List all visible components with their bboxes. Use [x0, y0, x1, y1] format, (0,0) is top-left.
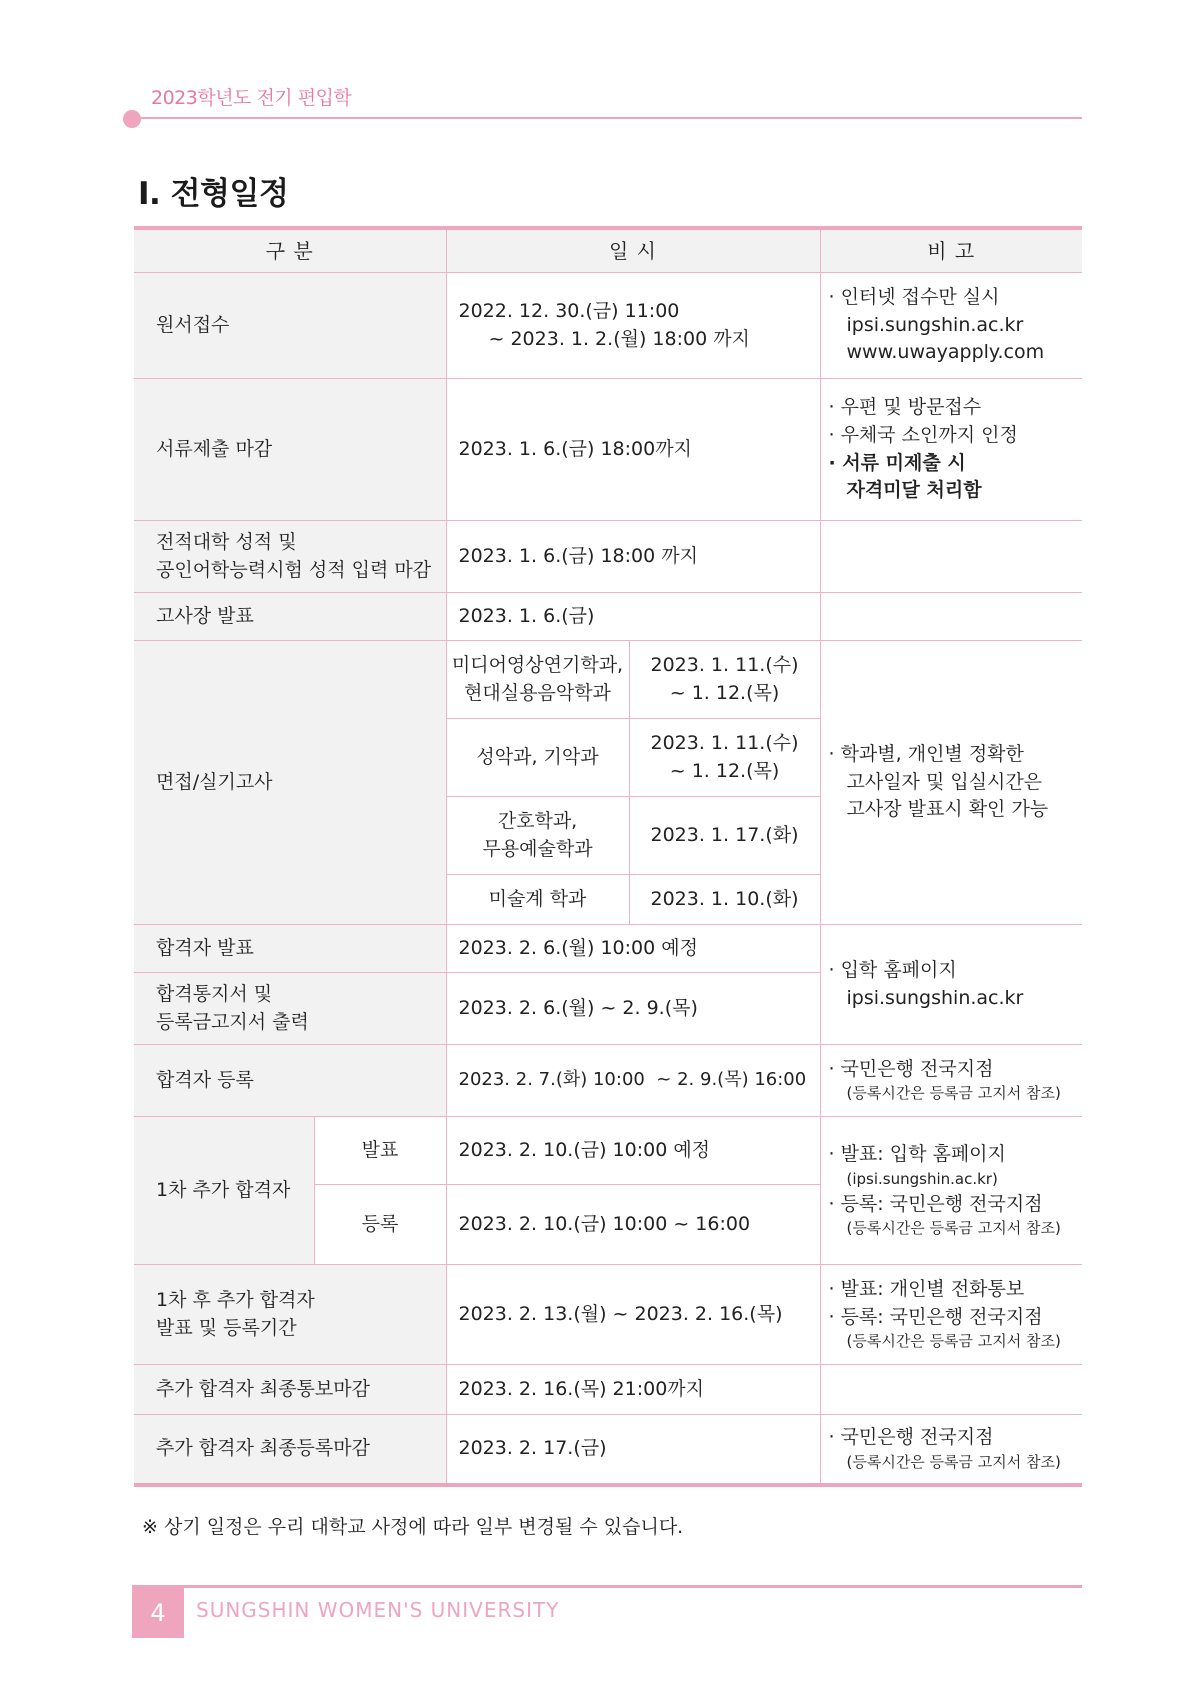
category-cell: 추가 합격자 최종등록마감	[134, 1415, 446, 1485]
note-subline: (등록시간은 등록금 고지서 참조)	[846, 1332, 1061, 1351]
department-cell	[446, 641, 629, 719]
header-dot-decoration	[123, 110, 141, 128]
note-cell	[820, 1415, 1082, 1485]
date-cell: 2023. 1. 10.(화)	[629, 875, 820, 925]
note-cell-empty	[820, 593, 1082, 641]
category-cell	[134, 521, 446, 593]
note-link-text: ipsi.sungshin.ac.kr	[846, 986, 1024, 1009]
table-row	[134, 379, 1082, 521]
note-line: 고사일자 및 입실시간은	[846, 770, 1043, 793]
category-cell: 추가 합격자 최종통보마감	[134, 1365, 446, 1415]
date-line: 2023. 1. 11.(수)	[650, 653, 799, 676]
date-cell: 2023. 2. 13.(월) ~ 2023. 2. 16.(목)	[446, 1265, 820, 1365]
note-line: · 등록: 국민은행 전국지점	[828, 1305, 1043, 1328]
department-cell: 성악과, 기악과	[446, 719, 629, 797]
table-row	[134, 641, 1082, 719]
date-line: ~ 1. 12.(목)	[669, 681, 780, 704]
category-cell	[134, 973, 446, 1045]
department-line: 미디어영상연기학과,	[451, 653, 624, 676]
date-cell: 2023. 2. 17.(금)	[446, 1415, 820, 1485]
date-cell: 2023. 2. 6.(월) ~ 2. 9.(목)	[446, 973, 820, 1045]
date-cell: 2023. 2. 7.(화) 10:00 ~ 2. 9.(목) 16:00	[446, 1045, 820, 1117]
date-cell	[446, 273, 820, 379]
note-line: · 인터넷 접수만 실시	[828, 286, 1000, 309]
note-cell	[820, 1265, 1082, 1365]
note-cell	[820, 925, 1082, 1045]
category-cell	[134, 1265, 446, 1365]
date-line: ~ 2023. 1. 2.(월) 18:00 까지	[488, 327, 750, 350]
note-link-text: www.uwayapply.com	[846, 341, 1045, 364]
note-subline: (ipsi.sungshin.ac.kr)	[846, 1169, 998, 1188]
note-cell	[820, 641, 1082, 925]
table-row	[134, 925, 1082, 973]
schedule-footnote: ※ 상기 일정은 우리 대학교 사정에 따라 일부 변경될 수 있습니다.	[142, 1516, 684, 1538]
note-line: · 입학 홈페이지	[828, 958, 957, 981]
note-cell	[820, 1045, 1082, 1117]
date-line: ~ 1. 12.(목)	[669, 759, 780, 782]
table-row	[134, 593, 1082, 641]
date-cell: 2023. 2. 16.(목) 21:00까지	[446, 1365, 820, 1415]
category-line: 공인어학능력시험 성적 입력 마감	[156, 558, 432, 581]
table-row	[134, 273, 1082, 379]
date-cell: 2023. 2. 10.(금) 10:00 ~ 16:00	[446, 1185, 820, 1265]
table-row	[134, 1365, 1082, 1415]
footer-university-name: SUNGSHIN WOMEN'S UNIVERSITY	[196, 1598, 560, 1622]
note-line: · 등록: 국민은행 전국지점	[828, 1192, 1043, 1215]
category-cell: 1차 추가 합격자	[134, 1117, 314, 1265]
department-line: 무용예술학과	[482, 837, 593, 860]
category-cell: 합격자 등록	[134, 1045, 446, 1117]
department-cell: 미술계 학과	[446, 875, 629, 925]
date-line: 2023. 1. 11.(수)	[650, 731, 799, 754]
note-line: · 국민은행 전국지점	[828, 1057, 994, 1080]
section-title: Ⅰ. 전형일정	[138, 176, 289, 212]
date-cell: 2023. 2. 10.(금) 10:00 예정	[446, 1117, 820, 1185]
note-cell-empty	[820, 521, 1082, 593]
note-link-text: ipsi.sungshin.ac.kr	[846, 313, 1024, 336]
note-subline: (등록시간은 등록금 고지서 참조)	[846, 1084, 1061, 1103]
date-cell: 2023. 1. 6.(금) 18:00까지	[446, 379, 820, 521]
date-line: 2022. 12. 30.(금) 11:00	[458, 299, 680, 322]
category-cell: 면접/실기고사	[134, 641, 446, 925]
date-cell: 2023. 1. 17.(화)	[629, 797, 820, 875]
note-cell	[820, 379, 1082, 521]
category-cell: 고사장 발표	[134, 593, 446, 641]
department-line: 간호학과,	[497, 809, 578, 832]
date-cell	[629, 719, 820, 797]
page-number: 4	[132, 1588, 184, 1638]
note-line-emphasis: · 서류 미제출 시	[828, 451, 966, 474]
note-line: · 국민은행 전국지점	[828, 1426, 994, 1449]
note-line: · 우편 및 방문접수	[828, 396, 982, 419]
table-row	[134, 1045, 1082, 1117]
note-cell	[820, 1117, 1082, 1265]
subcategory-cell: 등록	[314, 1185, 446, 1265]
note-line: · 발표: 입학 홈페이지	[828, 1143, 1006, 1166]
table-row	[134, 521, 1082, 593]
category-line: 합격통지서 및	[156, 982, 273, 1005]
date-cell: 2023. 1. 6.(금)	[446, 593, 820, 641]
header-divider	[132, 117, 1082, 119]
subcategory-cell: 발표	[314, 1117, 446, 1185]
category-line: 전적대학 성적 및	[156, 530, 297, 553]
category-cell: 서류제출 마감	[134, 379, 446, 521]
header-date: 일 시	[446, 228, 820, 273]
department-cell	[446, 797, 629, 875]
category-line: 1차 후 추가 합격자	[156, 1288, 315, 1311]
table-row	[134, 1415, 1082, 1485]
note-line-emphasis: 자격미달 처리함	[846, 479, 982, 502]
note-cell	[820, 273, 1082, 379]
category-cell: 원서접수	[134, 273, 446, 379]
date-cell: 2023. 1. 6.(금) 18:00 까지	[446, 521, 820, 593]
note-subline: (등록시간은 등록금 고지서 참조)	[846, 1452, 1061, 1471]
table-row	[134, 1265, 1082, 1365]
note-line: 고사장 발표시 확인 가능	[846, 798, 1049, 821]
table-header-row	[134, 228, 1082, 273]
note-line: · 우체국 소인까지 인정	[828, 423, 1018, 446]
table-row	[134, 1117, 1082, 1185]
note-subline: (등록시간은 등록금 고지서 참조)	[846, 1219, 1061, 1238]
document-header-title: 2023학년도 전기 편입학	[151, 87, 352, 109]
department-line: 현대실용음악학과	[464, 681, 611, 704]
category-cell: 합격자 발표	[134, 925, 446, 973]
date-cell: 2023. 2. 6.(월) 10:00 예정	[446, 925, 820, 973]
schedule-table	[134, 226, 1082, 1487]
category-line: 등록금고지서 출력	[156, 1010, 309, 1033]
note-line: · 발표: 개인별 전화통보	[828, 1278, 1025, 1301]
footer-divider	[132, 1585, 1082, 1588]
header-note: 비 고	[820, 228, 1082, 273]
note-line: · 학과별, 개인별 정확한	[828, 743, 1024, 766]
header-category: 구 분	[134, 228, 446, 273]
category-line: 발표 및 등록기간	[156, 1316, 297, 1339]
date-cell	[629, 641, 820, 719]
note-cell-empty	[820, 1365, 1082, 1415]
